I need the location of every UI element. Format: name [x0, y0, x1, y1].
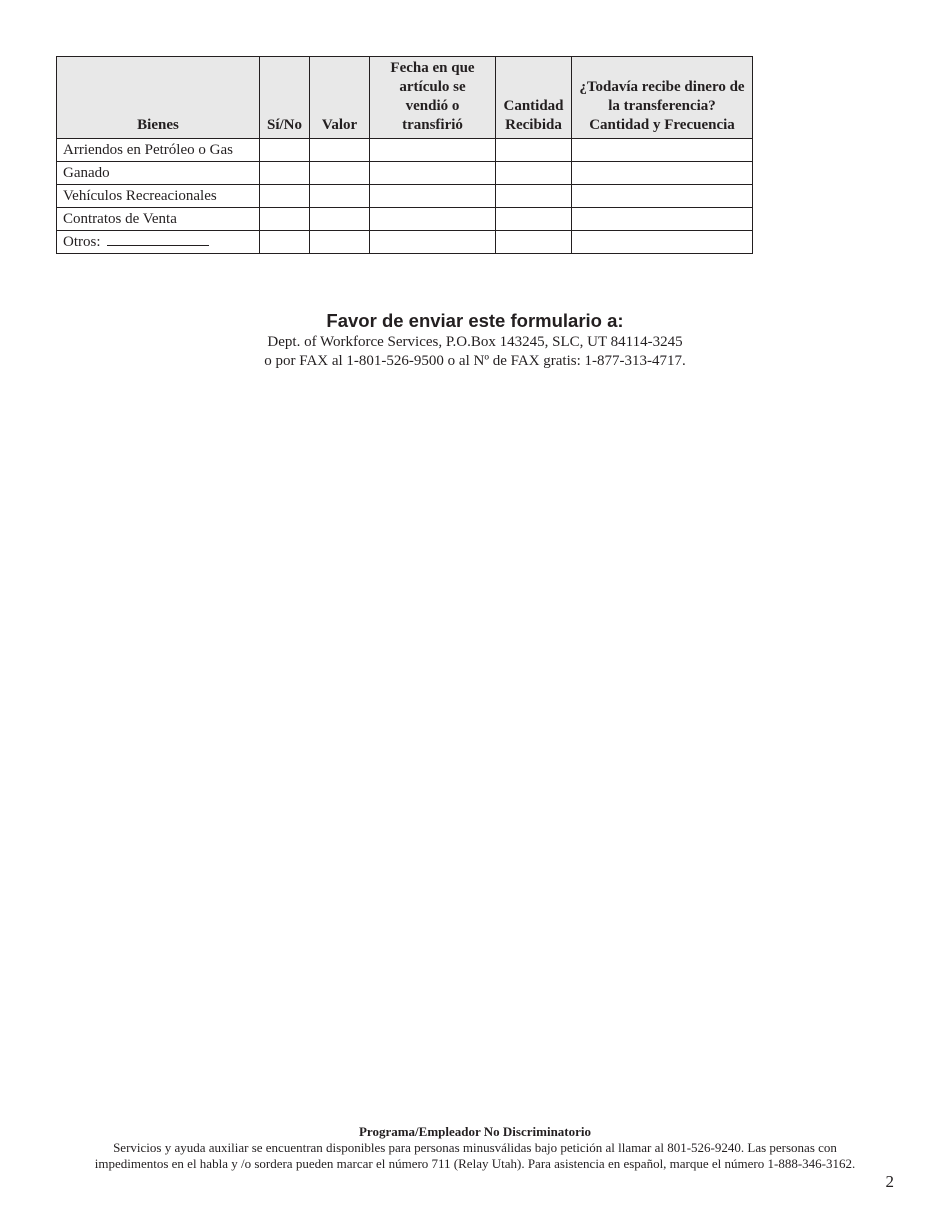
table-row — [57, 185, 753, 208]
table-row — [57, 231, 753, 254]
fecha-cell[interactable] — [370, 139, 496, 162]
send-title: Favor de enviar este formulario a: — [326, 310, 624, 331]
valor-cell[interactable] — [310, 162, 370, 185]
todavia-cell[interactable] — [572, 208, 753, 231]
valor-cell[interactable] — [310, 185, 370, 208]
si-no-cell[interactable] — [260, 162, 310, 185]
valor-cell[interactable] — [310, 231, 370, 254]
cantidad-cell[interactable] — [496, 139, 572, 162]
si-no-cell[interactable] — [260, 185, 310, 208]
footer-line: Servicios y ayuda auxiliar se encuentran disponibles para personas minusválidas bajo petición al llamar al 801-526-9240. Las personas con — [113, 1140, 837, 1155]
header-fecha: Fecha en que artículo se vendió o transfirió — [370, 57, 496, 139]
fecha-cell[interactable] — [370, 185, 496, 208]
row-label: Ganado — [57, 162, 260, 185]
otros-label: Otros: — [63, 234, 101, 250]
todavia-cell[interactable] — [572, 185, 753, 208]
row-label-otros — [57, 231, 260, 254]
cantidad-cell[interactable] — [496, 231, 572, 254]
todavia-cell[interactable] — [572, 139, 753, 162]
mailing-address: Dept. of Workforce Services, P.O.Box 143245, SLC, UT 84114-3245 — [267, 334, 683, 350]
todavia-cell[interactable] — [572, 162, 753, 185]
footer — [0, 1124, 950, 1172]
header-todavia-recibe: ¿Todavía recibe dinero de la transferencia? Cantidad y Frecuencia — [572, 57, 753, 139]
si-no-cell[interactable] — [260, 208, 310, 231]
footer-line: impedimentos en el habla y /o sordera pueden marcar el número 711 (Relay Utah). Para asistencia en español, marque el número 1-888-346-3162. — [94, 1156, 856, 1171]
valor-cell[interactable] — [310, 208, 370, 231]
cantidad-cell[interactable] — [496, 208, 572, 231]
todavia-cell[interactable] — [572, 231, 753, 254]
fecha-cell[interactable] — [370, 162, 496, 185]
page-number: 2 — [885, 1172, 894, 1191]
otros-fill-line[interactable] — [107, 232, 209, 246]
row-label: Vehículos Recreacionales — [57, 185, 260, 208]
table-row — [57, 162, 753, 185]
table-row — [57, 208, 753, 231]
cantidad-cell[interactable] — [496, 162, 572, 185]
header-valor: Valor — [310, 57, 370, 139]
header-bienes: Bienes — [57, 57, 260, 139]
assets-table — [56, 56, 753, 254]
header-cantidad-recibida: Cantidad Recibida — [496, 57, 572, 139]
fecha-cell[interactable] — [370, 231, 496, 254]
valor-cell[interactable] — [310, 139, 370, 162]
table-header-row — [57, 57, 753, 139]
si-no-cell[interactable] — [260, 231, 310, 254]
table-row — [57, 139, 753, 162]
fax-numbers: o por FAX al 1-801-526-9500 o al Nº de FAX gratis: 1-877-313-4717. — [264, 353, 686, 369]
cantidad-cell[interactable] — [496, 185, 572, 208]
row-label: Arriendos en Petróleo o Gas — [57, 139, 260, 162]
footer-title: Programa/Empleador No Discriminatorio — [358, 1124, 592, 1139]
fecha-cell[interactable] — [370, 208, 496, 231]
send-instructions — [0, 309, 950, 371]
header-si-no: Sí/No — [260, 57, 310, 139]
si-no-cell[interactable] — [260, 139, 310, 162]
row-label: Contratos de Venta — [57, 208, 260, 231]
